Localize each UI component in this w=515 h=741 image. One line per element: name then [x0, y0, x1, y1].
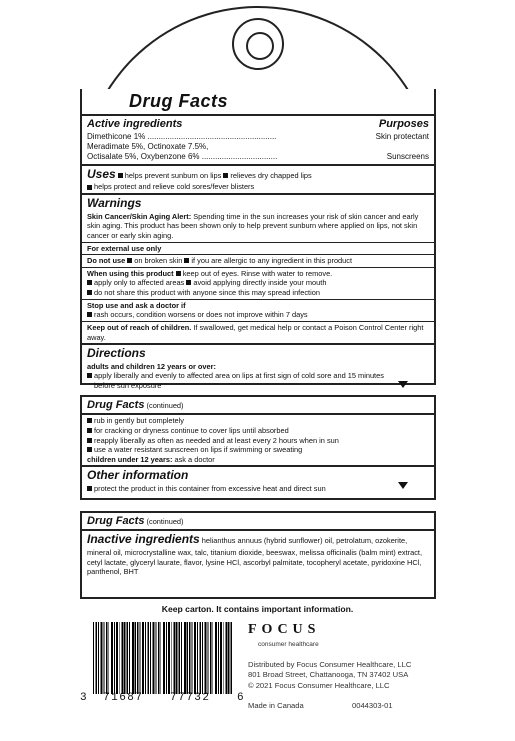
active-ingredients-section [82, 116, 434, 165]
do-not-use-section [82, 255, 434, 268]
external-use-section [82, 243, 434, 256]
barcode-bars [93, 622, 233, 694]
drug-facts-title: Drug Facts [129, 91, 229, 111]
keep-out-label: Keep out of reach of children. [87, 322, 192, 332]
do-not-use-label: Do not use [87, 256, 126, 266]
drug-facts-panel-continued-1 [80, 395, 436, 500]
made-in-label: Made in Canada [248, 701, 304, 710]
children-text: ask a doctor [174, 454, 215, 464]
bullet-icon [87, 373, 92, 378]
distributor-address: 801 Broad Street, Chattanooga, TN 37402 USA [248, 670, 409, 680]
ingredient-dimethicone: Dimethicone 1% .......................................................... [87, 131, 277, 141]
hang-hole [232, 18, 284, 70]
drug-facts-continued-title: Drug Facts [87, 515, 145, 527]
bullet-icon [87, 418, 92, 423]
copyright-line: © 2021 Focus Consumer Healthcare, LLC [248, 680, 390, 690]
distributor-line: Distributed by Focus Consumer Healthcare, LLC [248, 660, 412, 669]
do-not-use-item: if you are allergic to any ingredient in this product [191, 256, 353, 266]
external-use-text: For external use only [87, 243, 162, 253]
directions-section [82, 345, 434, 391]
when-using-item: do not share this product with anyone since this may spread infection [94, 288, 320, 298]
directions-continued-section [82, 415, 434, 467]
uses-item: relieves dry chapped lips [230, 170, 312, 180]
skin-alert-label: Skin Cancer/Skin Aging Alert: [87, 211, 192, 221]
directions-item: use a water resistant sunscreen on lips if swimming or sweating [94, 445, 303, 455]
stop-use-item: rash occurs, condition worsens or does not improve within 7 days [94, 310, 308, 320]
continue-arrow-icon [398, 381, 408, 388]
continue-arrow-icon [398, 482, 408, 489]
stop-use-section [82, 300, 434, 322]
bullet-icon [87, 428, 92, 433]
barcode-digit-last: 6 [237, 692, 246, 704]
drug-facts-panel-continued-2 [80, 511, 436, 599]
inactive-ingredients-text: helianthus annuus (hybrid sunflower) oil, petrolatum, ozokerite, mineral oil, microcrystalline wax, talc, titanium dioxide, beeswax, melissa officinalis (balm mint) extract, cetyl lactate, glyceryl laurate, flavor, lysine HCl, ascorbyl palmitate, tocopheryl acetate, pyridoxine HCl, panthenol, BHT [87, 536, 423, 577]
directions-item: reapply liberally as often as needed and at least every 2 hours when in sun [94, 435, 339, 445]
distributor-info [248, 660, 411, 691]
brand-subtitle: consumer healthcare [258, 641, 319, 648]
stop-use-label: Stop use and ask a doctor if [87, 300, 186, 310]
warnings-heading: Warnings [87, 196, 142, 211]
uses-heading: Uses [87, 166, 116, 181]
directions-item: for cracking or dryness continue to cover lips until absorbed [94, 425, 289, 435]
bullet-icon [223, 173, 228, 178]
continued-label: (continued) [146, 517, 184, 526]
uses-item: helps prevent sunburn on lips [124, 170, 222, 180]
barcode-digits-right: 77732 [170, 692, 211, 704]
continued-label: (continued) [146, 401, 184, 410]
purpose-skin-protectant: Skin protectant [375, 131, 429, 141]
bullet-icon [184, 258, 189, 263]
ingredient-meradimate: Meradimate 5%, Octinoxate 7.5%, [87, 142, 209, 152]
directions-item: rub in gently but completely [94, 416, 184, 426]
skin-alert-text: Spending time in the sun increases your risk of skin cancer and early skin aging. This product has been shown only to help prevent sunburn where applied on lips, not skin cancer or early skin aging. [87, 211, 419, 240]
inactive-ingredients-section [82, 531, 434, 577]
bullet-icon [127, 258, 132, 263]
directions-subheading: adults and children 12 years or over: [87, 361, 216, 371]
inactive-ingredients-heading: Inactive ingredients [87, 532, 200, 547]
when-using-item: avoid applying directly inside your mouth [193, 278, 327, 288]
bullet-icon [118, 173, 123, 178]
children-label: children under 12 years: [87, 454, 173, 464]
bullet-icon [176, 271, 181, 276]
bullet-icon [87, 280, 92, 285]
drug-facts-panel-main [80, 89, 436, 391]
warnings-section [82, 195, 434, 242]
bullet-icon [87, 312, 92, 317]
upc-barcode [93, 622, 233, 702]
keep-out-text: If swallowed, get medical help or contact a Poison Control Center right away. [87, 322, 424, 342]
keep-out-of-reach-section [82, 322, 434, 345]
other-information-heading: Other information [87, 468, 189, 483]
when-using-label: When using this product [87, 268, 174, 278]
when-using-section [82, 268, 434, 300]
when-using-item: keep out of eyes. Rinse with water to remove. [182, 268, 333, 278]
bullet-icon [87, 185, 92, 190]
continued-title-section [82, 513, 434, 531]
uses-item: helps protect and relieve cold sores/fever blisters [94, 182, 255, 192]
active-ingredients-heading: Active ingredients [87, 118, 183, 131]
product-code: 0044303-01 [352, 701, 393, 710]
continued-title-section [82, 397, 434, 415]
bullet-icon [87, 290, 92, 295]
purposes-heading: Purposes [378, 118, 429, 131]
when-using-item: apply only to affected areas [94, 278, 185, 288]
focus-brand-logo: FOCUS [248, 622, 321, 637]
do-not-use-item: on broken skin [134, 256, 183, 266]
title-section [82, 89, 434, 116]
barcode-digit-first: 3 [80, 692, 89, 704]
other-information-item: protect the product in this container from excessive heat and direct sun [94, 484, 326, 494]
other-information-section [82, 467, 434, 494]
drug-facts-continued-title: Drug Facts [87, 399, 145, 411]
keep-carton-notice: Keep carton. It contains important information. [161, 604, 354, 614]
uses-section [82, 166, 434, 195]
bullet-icon [87, 447, 92, 452]
ingredient-octisalate: Octisalate 5%, Oxybenzone 6% .................................. [87, 152, 278, 162]
directions-heading: Directions [87, 346, 146, 361]
bullet-icon [87, 438, 92, 443]
bullet-icon [87, 486, 92, 491]
purpose-sunscreens: Sunscreens [386, 152, 429, 162]
bullet-icon [186, 280, 191, 285]
barcode-digits-left: 71687 [103, 692, 144, 704]
directions-item: apply liberally and evenly to affected area on lips at first sign of cold sore and 15 minutes before sun exposure [94, 371, 384, 391]
